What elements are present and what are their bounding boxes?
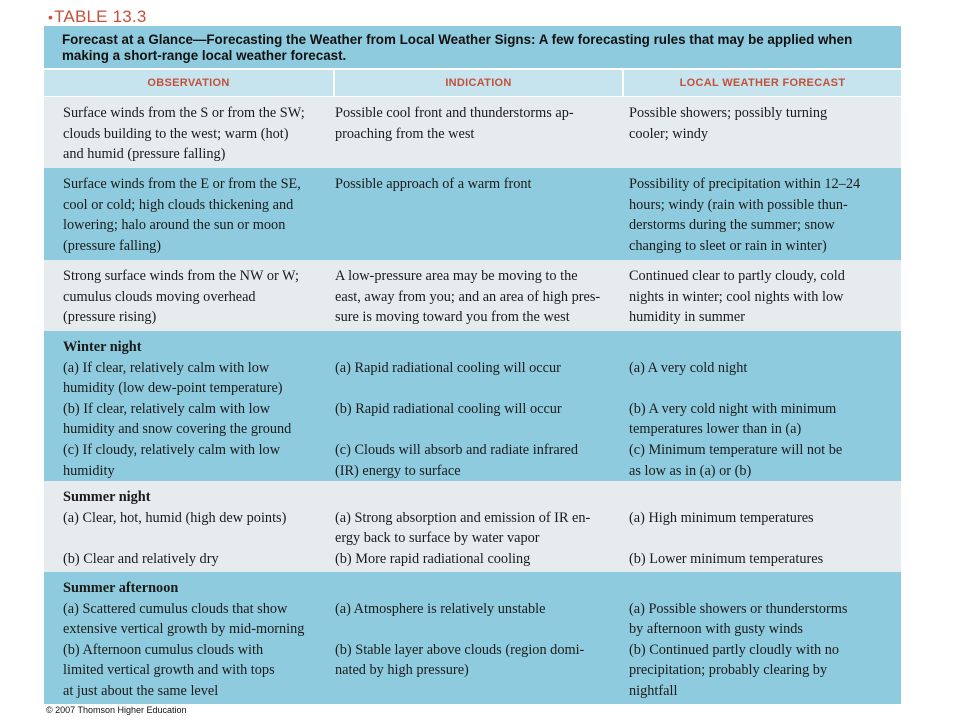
observation-text: (a) Scattered cumulus clouds that show extensive vertical growth by mid-morning (b) Afternoon cumulus clouds with limited vertical growth and with tops at just about the same level	[63, 600, 305, 699]
table-row	[44, 260, 901, 331]
table-row	[44, 97, 901, 168]
table-row-summer-afternoon	[44, 572, 901, 704]
column-header-indication: INDICATION	[335, 70, 622, 96]
table-row-winter-night	[44, 331, 901, 481]
copyright-notice: © 2007 Thomson Higher Education	[46, 705, 187, 715]
table-row	[44, 168, 901, 260]
row-heading: Winter night	[63, 339, 142, 355]
table-number-label	[48, 6, 147, 28]
indication-cell: A low-pressure area may be moving to the east, away from you; and an area of high pres- sure is moving toward you from the west	[335, 268, 601, 326]
indication-cell: Possible cool front and thunderstorms ap- proaching from the west	[335, 105, 574, 142]
forecast-cell: Possible showers; possibly turning cooler; windy	[629, 105, 828, 142]
indication-cell: (a) Strong absorption and emission of IR en- ergy back to surface by water vapor (b) More rapid radiational cooling	[335, 509, 591, 567]
column-header-forecast: LOCAL WEATHER FORECAST	[624, 70, 901, 96]
indication-cell: (a) Atmosphere is relatively unstable (b) Stable layer above clouds (region domi- nated by high pressure)	[335, 600, 585, 679]
forecast-cell: (a) Possible showers or thunderstorms by afternoon with gusty winds (b) Continued partly cloudly with no precipitation; probably clearing by nightfall	[629, 600, 848, 699]
column-header-observation: OBSERVATION	[44, 70, 333, 96]
row-heading: Summer night	[63, 489, 151, 505]
observation-text: (a) Clear, hot, humid (high dew points) (b) Clear and relatively dry	[63, 509, 287, 567]
indication-cell: (a) Rapid radiational cooling will occur (b) Rapid radiational cooling will occur (c) Clouds will absorb and radiate infrared (IR) energy to surface	[335, 359, 578, 479]
table-row-summer-night	[44, 481, 901, 572]
observation-cell: Surface winds from the E or from the SE, cool or cold; high clouds thickening and lowering; halo around the sun or moon (pressure falling)	[63, 176, 301, 254]
indication-cell: Possible approach of a warm front	[335, 176, 532, 192]
bullet-icon: •	[48, 9, 54, 25]
observation-cell	[63, 578, 333, 702]
observation-cell	[63, 337, 333, 481]
forecast-cell: Continued clear to partly cloudy, cold nights in winter; cool nights with low humidity in summer	[629, 268, 845, 326]
observation-text: (a) If clear, relatively calm with low humidity (low dew-point temperature) (b) If clear, relatively calm with low humidity and snow covering the ground (c) If cloudy, relatively calm with low humidity	[63, 359, 292, 479]
row-heading: Summer afternoon	[63, 580, 179, 596]
forecast-cell: (a) A very cold night (b) A very cold night with minimum temperatures lower than in (a) (c) Minimum temperature will not be as low as in (a) or (b)	[629, 359, 843, 479]
forecast-cell: Possibility of precipitation within 12–24 hours; windy (rain with possible thun- derstorms during the summer; snow changing to sleet or rain in winter)	[629, 176, 861, 254]
observation-cell: Strong surface winds from the NW or W; cumulus clouds moving overhead (pressure rising)	[63, 268, 299, 326]
observation-cell	[63, 487, 333, 569]
observation-cell: Surface winds from the S or from the SW; clouds building to the west; warm (hot) and humid (pressure falling)	[63, 105, 305, 163]
table-caption: Forecast at a Glance—Forecasting the Weather from Local Weather Signs: A few forecasting rules that may be applied when making a short-range local weather forecast.	[44, 26, 901, 68]
forecast-cell: (a) High minimum temperatures (b) Lower minimum temperatures	[629, 509, 824, 567]
table-number-text: TABLE 13.3	[54, 7, 147, 26]
